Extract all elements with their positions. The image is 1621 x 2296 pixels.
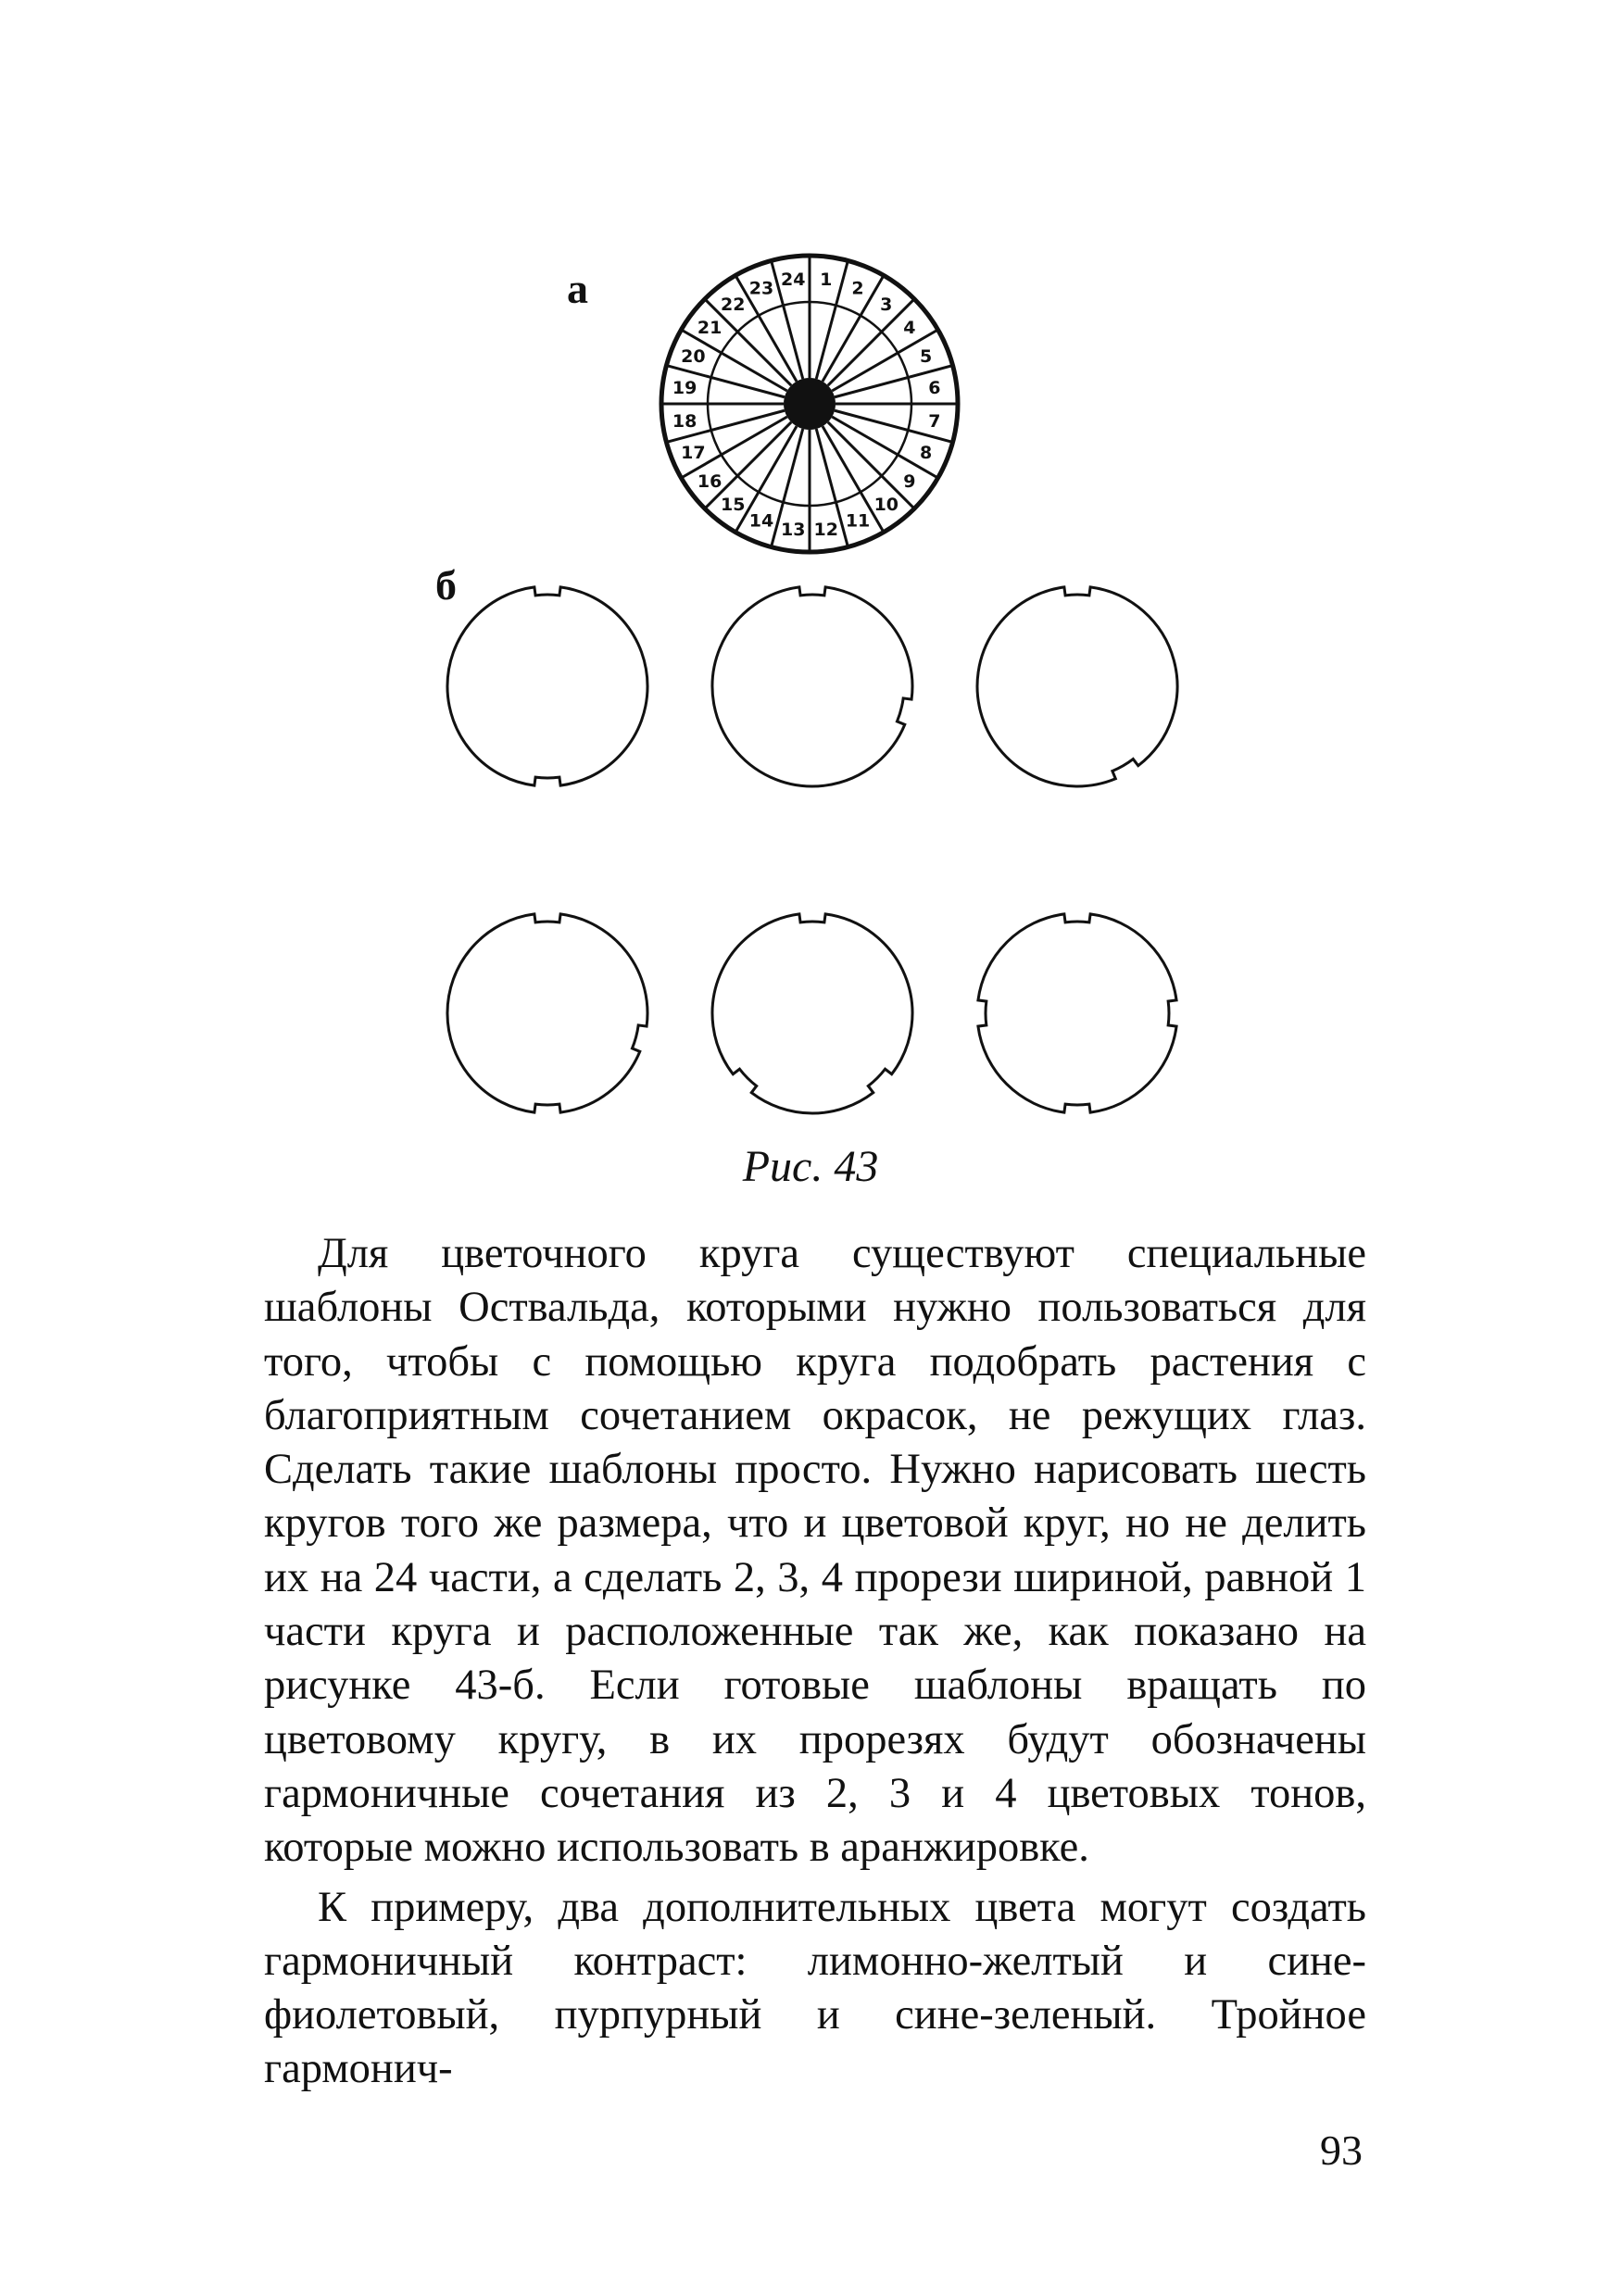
wheel-number: 2: [851, 278, 864, 299]
wheel-spoke: [828, 422, 914, 508]
wheel-number: 13: [781, 519, 806, 540]
wheel-number: 18: [672, 410, 697, 432]
wheel-number: 23: [748, 278, 774, 299]
wheel-number: 5: [920, 345, 933, 367]
figure-caption: Рис. 43: [742, 1142, 879, 1191]
wheel-number: 11: [845, 510, 871, 532]
wheel-number: 17: [681, 443, 706, 464]
color-wheel: [661, 256, 958, 552]
wheel-number: 21: [697, 318, 723, 339]
paragraph: К примеру, два дополнительных цвета могут создать гармоничный контраст: лимонно-желтый и сине-фиолетовый, пурпурный и сине-зеленый. Тройное гармонич-: [264, 1883, 1366, 2093]
wheel-number: 3: [880, 295, 893, 316]
wheel-number: 4: [903, 318, 916, 339]
wheel-number: 9: [903, 470, 916, 492]
paragraph: Для цветочного круга существуют специальные шаблоны Оствальда, которыми нужно пользоваться для того, чтобы с помощью круга подобрать растения с благоприятным сочетанием окрасок, не режущих глаз. Сделать такие шаблоны просто. Нужно нарисовать шесть кругов того же размера, что и цветовой круг, но не делить их на 24 части, а сделать 2, 3, 4 прорези шириной, равной 1 части круга и расположенные так же, как показано на рисунке 43-б. Если готовые шаблоны вращать по цветовому кругу, в их прорезях будут обозначены гармоничные сочетания из 2, 3 и 4 цветовых тонов, которые можно использовать в аранжировке.: [264, 1230, 1366, 1872]
wheel-number: 24: [781, 270, 806, 291]
page-number: 93: [1320, 2127, 1363, 2174]
wheel-number: 12: [813, 519, 838, 540]
wheel-number: 22: [720, 295, 746, 316]
body-text: [264, 1227, 1366, 2097]
wheel-number: 7: [928, 410, 941, 432]
wheel-number: 20: [681, 345, 706, 367]
wheel-number: 15: [720, 494, 746, 515]
figure-label-a: а: [567, 265, 588, 312]
template-circle: [712, 914, 912, 1113]
wheel-center-hub: [784, 378, 836, 430]
template-circle: [447, 587, 647, 785]
template-circle: [447, 914, 647, 1112]
ostwald-templates: [447, 587, 1177, 1113]
template-circle: [712, 587, 912, 786]
wheel-number: 10: [873, 494, 899, 515]
template-circle: [978, 914, 1176, 1112]
wheel-number: 14: [748, 510, 774, 532]
template-circle: [977, 587, 1177, 786]
wheel-number: 16: [697, 470, 723, 492]
wheel-number: 1: [820, 270, 833, 291]
wheel-spoke: [705, 422, 791, 508]
wheel-spoke: [705, 299, 791, 385]
wheel-number: 19: [672, 378, 697, 399]
wheel-number: 8: [920, 443, 933, 464]
wheel-number: 6: [928, 378, 941, 399]
figure-label-b: б: [435, 561, 457, 609]
wheel-spoke: [828, 299, 914, 385]
